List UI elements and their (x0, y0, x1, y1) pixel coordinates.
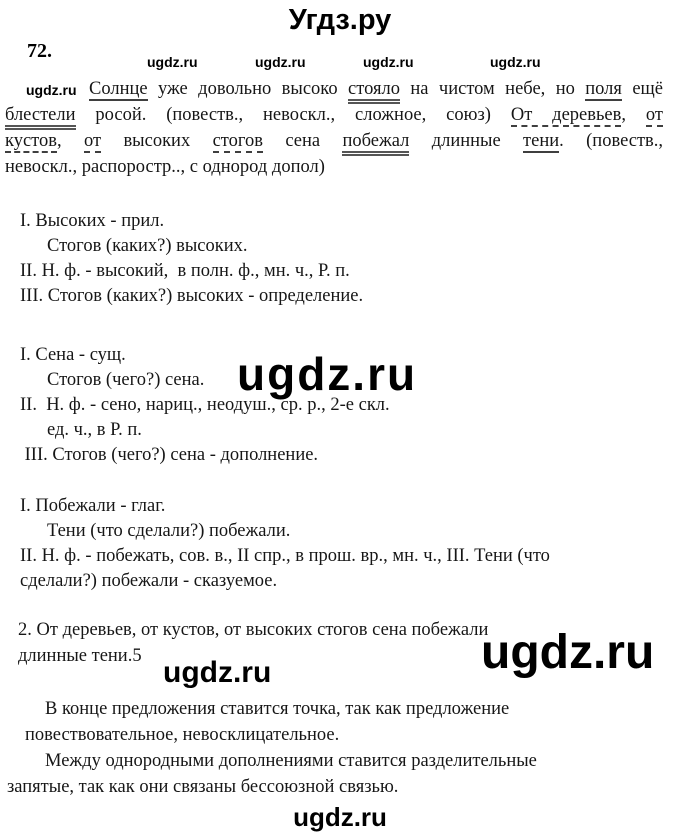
text-line: длинные тени.5 (18, 646, 142, 666)
underlined-word: от (645, 105, 663, 125)
text-line: Стогов (чего?) сена. (47, 370, 205, 390)
explanation-commas (7, 748, 672, 800)
text-line: I. Побежали - глаг. (20, 496, 166, 516)
text-line: II. Н. ф. - побежать, сов. в., II спр., в прош. вр., мн. ч., III. Тени (что (20, 546, 550, 566)
text-line: ед. ч., в Р. п. (47, 420, 142, 440)
text-line: III. Стогов (каких?) высоких - определение. (20, 286, 364, 306)
underlined-word: стогов (212, 131, 263, 151)
text-line: III. Стогов (чего?) сена - дополнение. (20, 445, 319, 465)
watermark: ugdz.ru (147, 54, 198, 70)
sentence-line (5, 128, 663, 154)
underlined-word: блестели (5, 105, 76, 130)
text-run: сена (262, 131, 343, 151)
text-line: запятые, так как они связаны бессоюзной связью. (7, 777, 399, 797)
underlined-word: тени (523, 131, 560, 151)
watermark: ugdz.ru (363, 54, 414, 70)
underlined-word: Солнце (89, 79, 148, 99)
morph-analysis-adjective (20, 209, 363, 309)
text-line: Стогов (каких?) высоких. (47, 236, 248, 256)
text-run: невоскл., распоростр.., с однород допол) (5, 157, 325, 177)
sentence-line (5, 76, 663, 102)
text-run: росой. (повеств., невоскл., сложное, союз) (75, 105, 511, 125)
site-logo-title[interactable]: Угдз.ру (288, 4, 392, 36)
sentence-2 (18, 617, 488, 669)
watermark: ugdz.ru (490, 54, 541, 70)
sentence-line (5, 102, 663, 128)
explanation-period (25, 696, 672, 748)
text-line: сделали?) побежали - сказуемое. (20, 571, 278, 591)
watermark: ugdz.ru (481, 626, 655, 679)
watermark: ugdz.ru (255, 54, 306, 70)
underlined-word: стояло (348, 79, 400, 104)
watermark: ugdz.ru (163, 656, 272, 689)
text-line: I. Высоких - прил. (20, 211, 165, 231)
underlined-word: кустов (5, 131, 58, 151)
text-line: 2. От деревьев, от кустов, от высоких стогов сена побежали (18, 620, 489, 640)
exercise-sentence-analysis (5, 76, 663, 180)
text-run: , (57, 131, 84, 151)
text-line: Между однородными дополнениями ставится разделительные (45, 751, 537, 771)
text-run: уже довольно высоко (147, 79, 349, 99)
watermark: ugdz.ru (237, 348, 418, 400)
text-run: ещё (621, 79, 663, 99)
sentence-line (5, 154, 663, 180)
text-run: длинные (409, 131, 524, 151)
text-line: В конце предложения ставится точка, так как предложение (45, 699, 510, 719)
text-run: , (621, 105, 646, 125)
watermark: ugdz.ru (293, 802, 387, 832)
text-line: II. Н. ф. - высокий, в полн. ф., мн. ч., Р. п. (20, 261, 350, 281)
text-run: на чистом небе, но (399, 79, 586, 99)
text-line: II. Н. ф. - сено, нариц., неодуш., ср. р., 2-е скл. (20, 395, 390, 415)
morph-analysis-noun (20, 343, 390, 468)
text-run: высоких (101, 131, 213, 151)
text-run: . (повеств., (559, 131, 664, 151)
punctuation-explanations (0, 696, 672, 800)
underlined-word: от (84, 131, 102, 151)
underlined-word: От деревьев (510, 105, 622, 125)
text-line: повествовательное, невосклицательное. (25, 725, 340, 745)
watermark: ugdz.ru (26, 82, 77, 98)
underlined-word: поля (585, 79, 622, 99)
text-line: I. Сена - сущ. (20, 345, 126, 365)
problem-number: 72. (27, 40, 52, 62)
text-line: Тени (что сделали?) побежали. (47, 521, 291, 541)
morph-analysis-verb (20, 494, 550, 594)
underlined-word: побежал (342, 131, 409, 156)
